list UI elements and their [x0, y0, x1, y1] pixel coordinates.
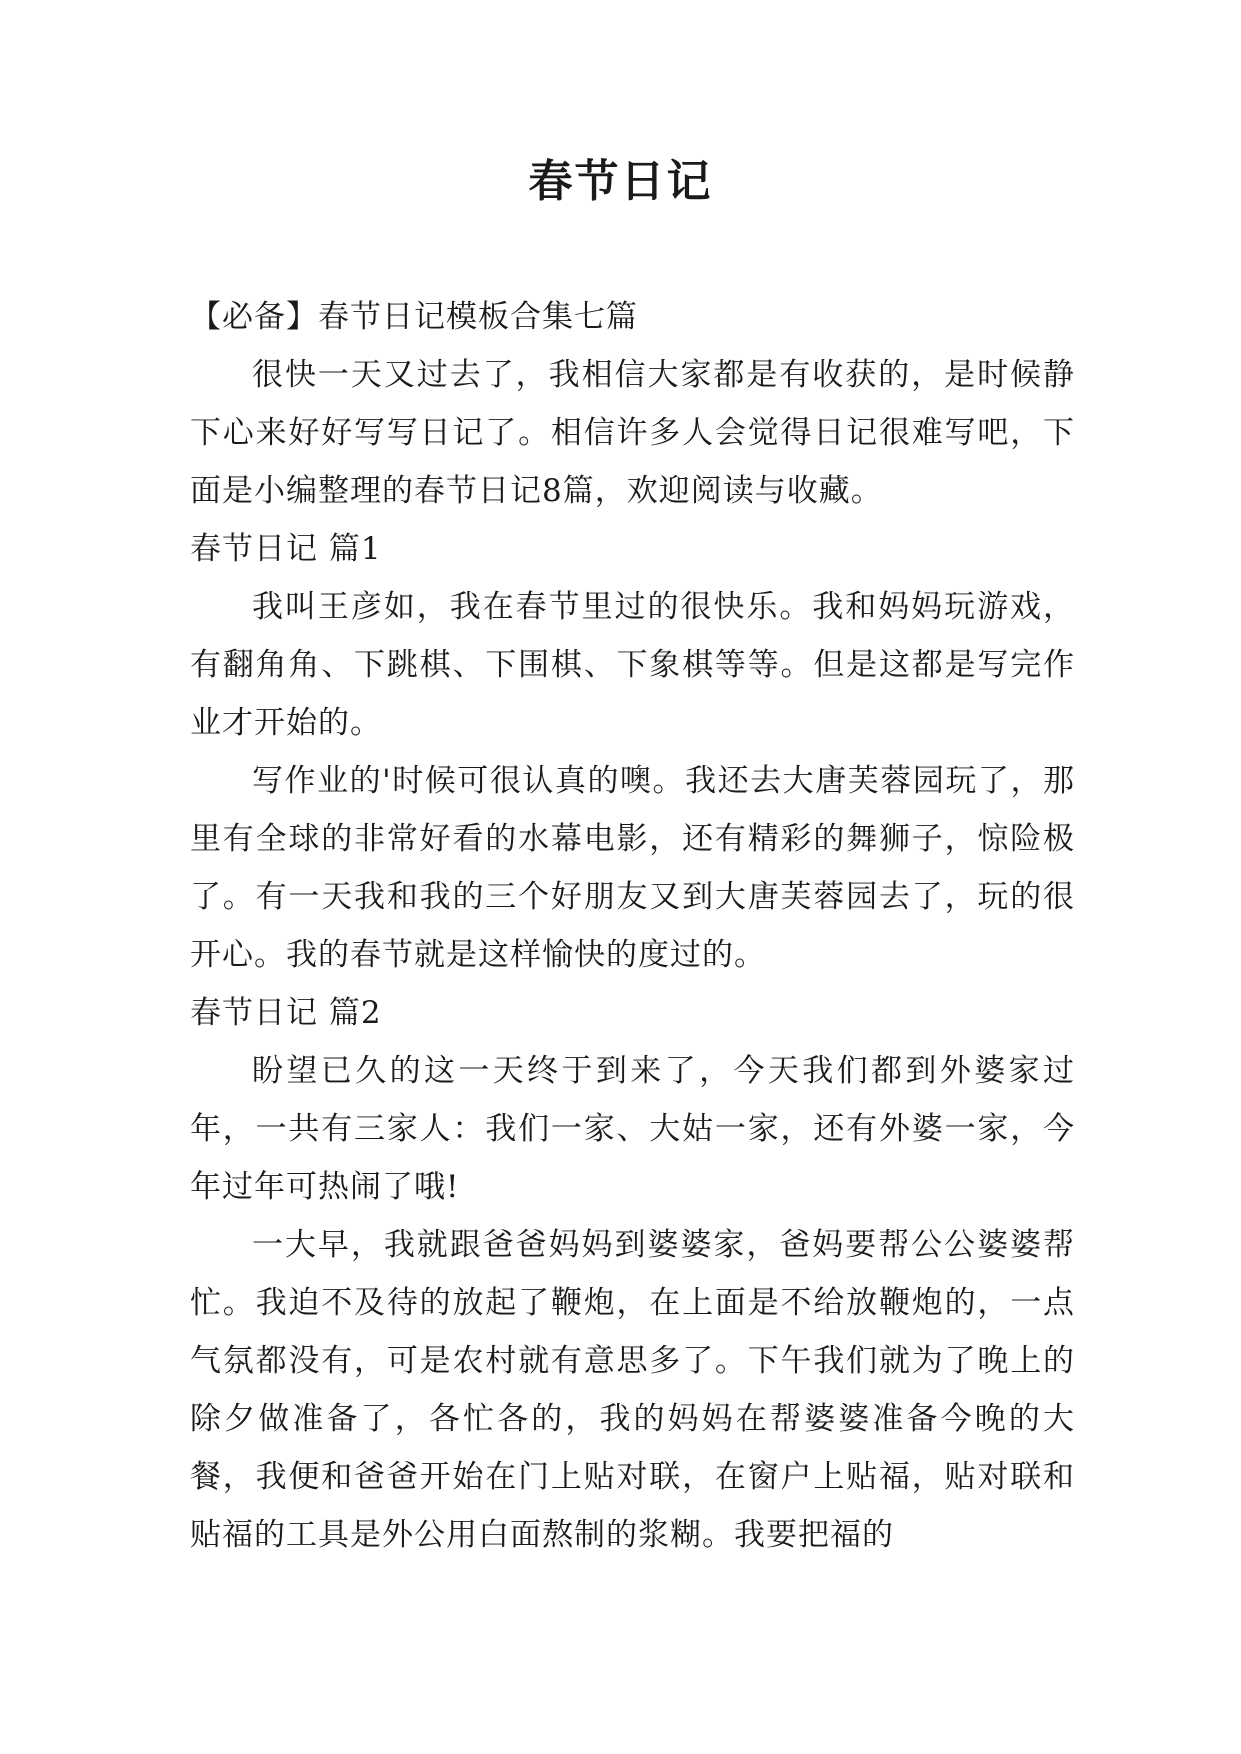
section-2-paragraph-1: 盼望已久的这一天终于到来了，今天我们都到外婆家过年，一共有三家人：我们一家、大姑一家，还有外婆一家，今年过年可热闹了哦!: [190, 1053, 1075, 1205]
section-2-paragraph-2: 一大早，我就跟爸爸妈妈到婆婆家，爸妈要帮公公婆婆帮忙。我迫不及待的放起了鞭炮，在上面是不给放鞭炮的，一点气氛都没有，可是农村就有意思多了。下午我们就为了晚上的除夕做准备了，各忙各的，我的妈妈在帮婆婆准备今晚的大餐，我便和爸爸开始在门上贴对联，在窗户上贴福，贴对联和贴福的工具是外公用白面熬制的浆糊。我要把福的: [190, 1227, 1075, 1553]
intro-paragraph: 很快一天又过去了，我相信大家都是有收获的，是时候静下心来好好写写日记了。相信许多人会觉得日记很难写吧，下面是小编整理的春节日记8篇，欢迎阅读与收藏。: [190, 357, 1075, 509]
section-heading-2: 春节日记 篇2: [190, 995, 382, 1031]
document-title: 春节日记: [528, 156, 713, 207]
document-body: [190, 288, 1075, 1564]
section-1-paragraph-1: 我叫王彦如，我在春节里过的很快乐。我和妈妈玩游戏，有翻角角、下跳棋、下围棋、下象棋等等。但是这都是写完作业才开始的。: [190, 589, 1075, 741]
document-subtitle: 【必备】春节日记模板合集七篇: [190, 299, 638, 335]
section-1-paragraph-2: 写作业的'时候可很认真的噢。我还去大唐芙蓉园玩了，那里有全球的非常好看的水幕电影，还有精彩的舞狮子，惊险极了。有一天我和我的三个好朋友又到大唐芙蓉园去了，玩的很开心。我的春节就是这样愉快的度过的。: [190, 763, 1075, 973]
section-heading-1: 春节日记 篇1: [190, 531, 382, 567]
